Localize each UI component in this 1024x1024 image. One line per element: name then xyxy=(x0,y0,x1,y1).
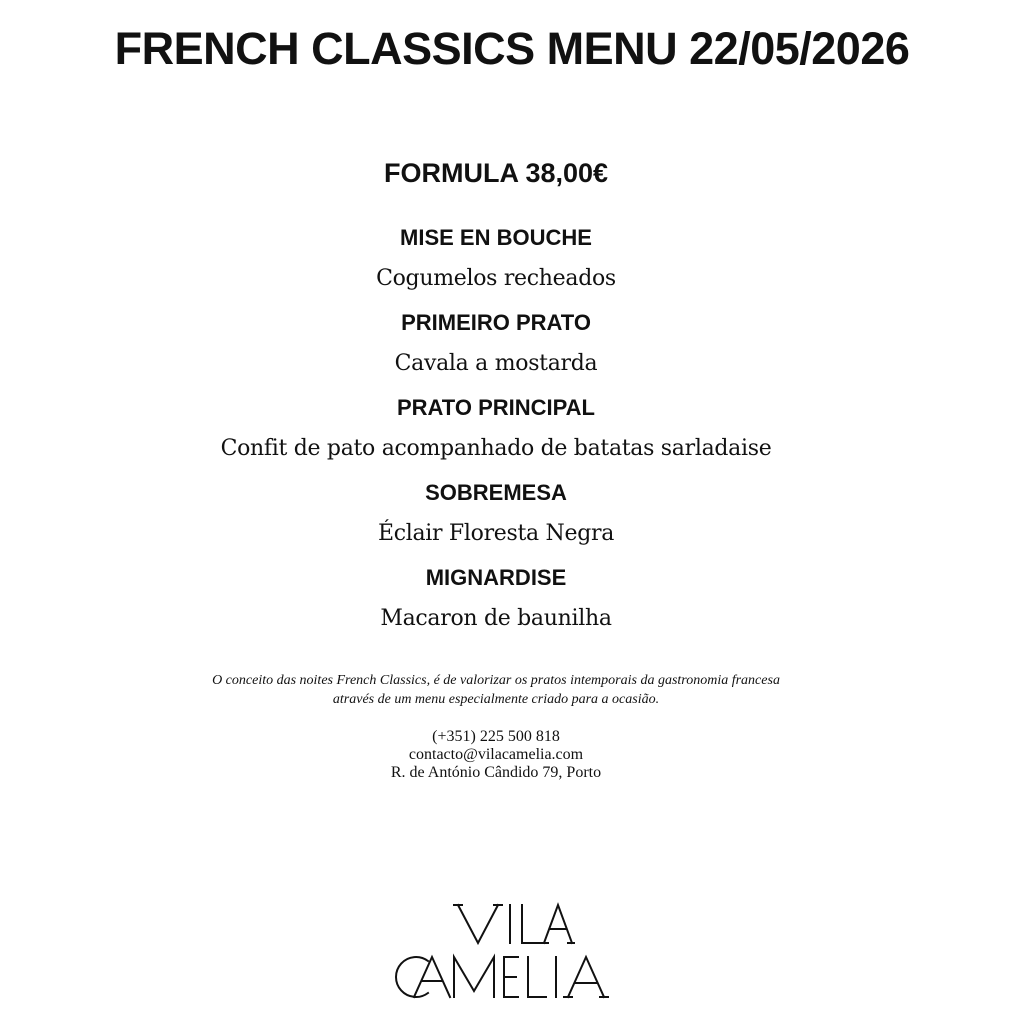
concept-line-1: O conceito das noites French Classics, é de valorizar os pratos intemporais da gastronomia francesa xyxy=(212,673,780,688)
course-dish-sobremesa: Éclair Floresta Negra xyxy=(377,521,615,546)
course-heading-mise-en-bouche: MISE EN BOUCHE xyxy=(400,225,592,250)
contact-email: contacto@vilacamelia.com xyxy=(408,746,584,763)
contact-address: R. de António Cândido 79, Porto xyxy=(390,764,602,781)
course-heading-primeiro-prato: PRIMEIRO PRATO xyxy=(401,310,591,335)
contact-block xyxy=(0,728,992,782)
menu-title: FRENCH CLASSICS MENU 22/05/2026 xyxy=(114,23,910,74)
concept-line-2: através de um menu especialmente criado para a ocasião. xyxy=(332,692,660,707)
course-list xyxy=(0,220,992,645)
course-heading-mignardise: MIGNARDISE xyxy=(425,565,567,590)
course-dish-primeiro-prato: Cavala a mostarda xyxy=(394,351,598,376)
contact-phone: (+351) 225 500 818 xyxy=(432,728,560,745)
vila-camelia-logo xyxy=(382,895,642,1005)
logo-mark-icon xyxy=(382,895,642,1005)
course-dish-prato-principal: Confit de pato acompanhado de batatas sarladaise xyxy=(220,436,772,461)
course-dish-mignardise: Macaron de baunilha xyxy=(380,606,612,631)
course-dish-mise-en-bouche: Cogumelos recheados xyxy=(376,266,616,291)
concept-description xyxy=(0,671,992,709)
course-heading-prato-principal: PRATO PRINCIPAL xyxy=(396,395,595,420)
course-heading-sobremesa: SOBREMESA xyxy=(425,480,567,505)
formula-price: FORMULA 38,00€ xyxy=(383,158,609,188)
